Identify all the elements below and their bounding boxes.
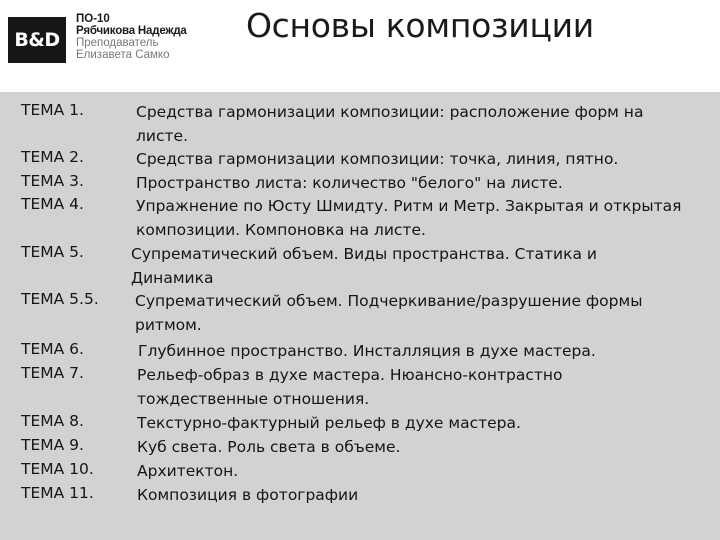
topic-label: ТЕМА 5.5.: [21, 290, 99, 308]
topic-description: [135, 290, 720, 337]
topic-text-line: тождественные отношения.: [137, 389, 370, 408]
topic-label: ТЕМА 7.: [21, 364, 84, 382]
topic-label: ТЕМА 9.: [21, 436, 84, 454]
topic-description: [131, 243, 716, 290]
author-name: Рябчикова Надежда: [76, 25, 187, 37]
topic-description: [136, 101, 720, 148]
topic-text-line: ритмом.: [135, 315, 202, 334]
topic-description: [137, 460, 720, 484]
topic-label: ТЕМА 4.: [21, 195, 84, 213]
topic-label: ТЕМА 10.: [21, 460, 94, 478]
topic-description: [137, 436, 720, 460]
topic-text-line: Композиция в фотографии: [137, 486, 359, 504]
topic-description: [136, 172, 720, 196]
topic-text-line: Пространство листа: количество "белого" на листе.: [136, 174, 563, 192]
topic-text-line: Рельеф-образ в духе мастера. Нюансно-контрастно: [137, 366, 563, 384]
topic-label: ТЕМА 5.: [21, 243, 84, 261]
topic-text-line: Текстурно-фактурный рельеф в духе мастера.: [137, 414, 521, 432]
topics-panel: [0, 92, 720, 540]
topic-description: [138, 340, 720, 364]
topic-text-line: листе.: [136, 126, 188, 145]
topic-description: [136, 195, 720, 242]
topic-description: [136, 148, 720, 172]
topic-text-line: Куб света. Роль света в объеме.: [137, 438, 401, 456]
topic-text-line: Средства гармонизации композиции: точка, линия, пятно.: [136, 150, 619, 168]
topic-label: ТЕМА 3.: [21, 172, 84, 190]
teacher-label: Преподаватель: [76, 37, 159, 49]
topic-description: [137, 484, 720, 508]
topic-label: ТЕМА 1.: [21, 101, 84, 119]
topic-text-line: Супрематический объем. Виды пространства. Статика и: [131, 245, 597, 263]
page-title: Основы композиции: [246, 6, 594, 45]
teacher-name: Елизавета Самко: [76, 49, 170, 61]
topic-label: ТЕМА 11.: [21, 484, 94, 502]
topic-text-line: Архитектон.: [137, 462, 239, 480]
topic-text-line: Средства гармонизации композиции: расположение форм на: [136, 103, 644, 121]
topic-label: ТЕМА 2.: [21, 148, 84, 166]
logo: B&D: [8, 17, 66, 63]
course-code: ПО-10: [76, 13, 110, 25]
topic-text-line: Глубинное пространство. Инсталляция в духе мастера.: [138, 342, 596, 360]
topic-text-line: композиции. Компоновка на листе.: [136, 220, 426, 239]
topic-text-line: Супрематический объем. Подчеркивание/разрушение формы: [135, 292, 643, 310]
course-meta: [76, 13, 187, 61]
header: [0, 0, 720, 92]
topic-label: ТЕМА 6.: [21, 340, 84, 358]
topic-text-line: Динамика: [131, 268, 214, 287]
topic-label: ТЕМА 8.: [21, 412, 84, 430]
topic-description: [137, 364, 720, 411]
topic-description: [137, 412, 720, 436]
topic-text-line: Упражнение по Юсту Шмидту. Ритм и Метр. Закрытая и открытая: [136, 197, 682, 215]
